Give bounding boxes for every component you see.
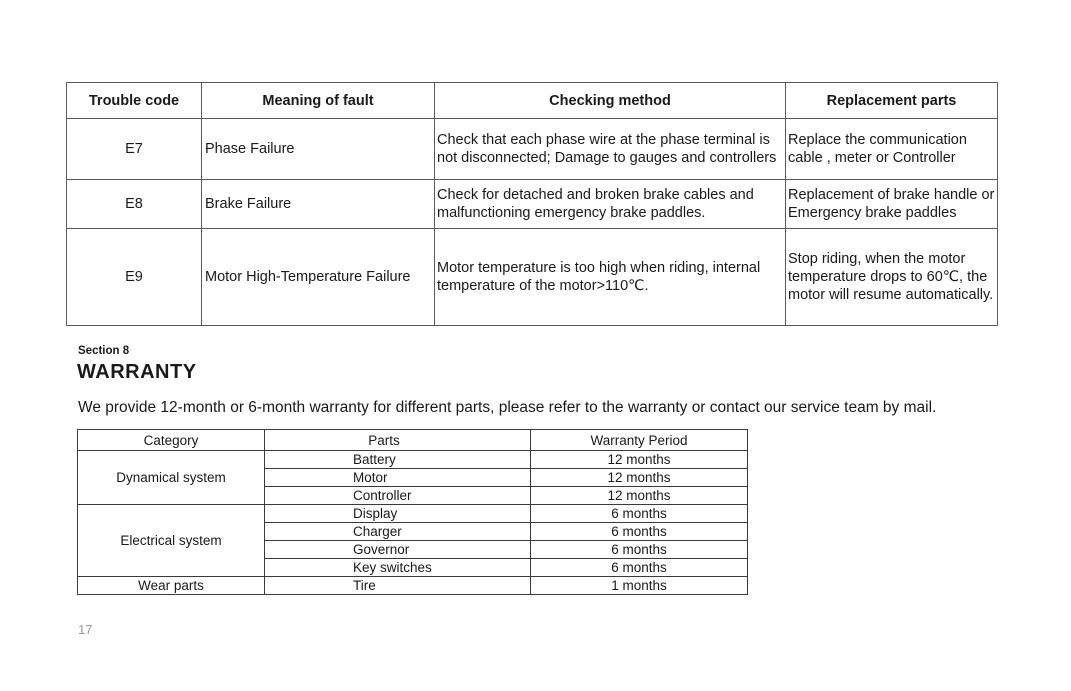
trouble-code-cell: E8 bbox=[67, 180, 202, 229]
category-cell: Dynamical system bbox=[78, 451, 265, 505]
warranty-period-cell: 6 months bbox=[531, 523, 748, 541]
section-title: WARRANTY bbox=[77, 361, 197, 383]
header-trouble-code: Trouble code bbox=[67, 83, 202, 119]
warranty-period-cell: 6 months bbox=[531, 559, 748, 577]
trouble-code-header-row bbox=[67, 83, 998, 119]
replacement-parts-cell: Stop riding, when the motor temperature drops to 60℃, the motor will resume automatically. bbox=[786, 229, 998, 326]
category-cell: Electrical system bbox=[78, 505, 265, 577]
replacement-parts-cell: Replacement of brake handle or Emergency brake paddles bbox=[786, 180, 998, 229]
trouble-code-cell: E9 bbox=[67, 229, 202, 326]
part-cell: Key switches bbox=[265, 559, 531, 577]
header-warranty-period: Warranty Period bbox=[531, 430, 748, 451]
table-row bbox=[67, 180, 998, 229]
checking-method-cell: Motor temperature is too high when riding, internal temperature of the motor>110℃. bbox=[435, 229, 786, 326]
category-cell: Wear parts bbox=[78, 577, 265, 595]
header-category: Category bbox=[78, 430, 265, 451]
part-cell: Controller bbox=[265, 487, 531, 505]
warranty-header-row bbox=[78, 430, 748, 451]
table-row bbox=[78, 451, 748, 469]
warranty-period-cell: 1 months bbox=[531, 577, 748, 595]
trouble-code-cell: E7 bbox=[67, 119, 202, 180]
checking-method-cell: Check that each phase wire at the phase terminal is not disconnected; Damage to gauges and controllers bbox=[435, 119, 786, 180]
table-row bbox=[78, 577, 748, 595]
table-row bbox=[78, 505, 748, 523]
section-label: Section 8 bbox=[78, 345, 130, 357]
warranty-table bbox=[77, 429, 748, 595]
warranty-period-cell: 6 months bbox=[531, 541, 748, 559]
part-cell: Display bbox=[265, 505, 531, 523]
replacement-parts-cell: Replace the communication cable , meter or Controller bbox=[786, 119, 998, 180]
checking-method-cell: Check for detached and broken brake cables and malfunctioning emergency brake paddles. bbox=[435, 180, 786, 229]
page-number: 17 bbox=[78, 622, 93, 637]
header-meaning-of-fault: Meaning of fault bbox=[202, 83, 435, 119]
header-replacement-parts: Replacement parts bbox=[786, 83, 998, 119]
header-checking-method: Checking method bbox=[435, 83, 786, 119]
part-cell: Charger bbox=[265, 523, 531, 541]
table-row bbox=[67, 119, 998, 180]
table-row bbox=[67, 229, 998, 326]
warranty-period-cell: 12 months bbox=[531, 451, 748, 469]
fault-meaning-cell: Phase Failure bbox=[202, 119, 435, 180]
fault-meaning-cell: Motor High-Temperature Failure bbox=[202, 229, 435, 326]
part-cell: Tire bbox=[265, 577, 531, 595]
warranty-period-cell: 12 months bbox=[531, 469, 748, 487]
fault-meaning-cell: Brake Failure bbox=[202, 180, 435, 229]
header-parts: Parts bbox=[265, 430, 531, 451]
warranty-period-cell: 6 months bbox=[531, 505, 748, 523]
part-cell: Battery bbox=[265, 451, 531, 469]
part-cell: Motor bbox=[265, 469, 531, 487]
part-cell: Governor bbox=[265, 541, 531, 559]
warranty-period-cell: 12 months bbox=[531, 487, 748, 505]
warranty-intro-text: We provide 12-month or 6-month warranty for different parts, please refer to the warranty or contact our service team by mail. bbox=[78, 399, 937, 416]
trouble-code-table bbox=[66, 82, 998, 326]
